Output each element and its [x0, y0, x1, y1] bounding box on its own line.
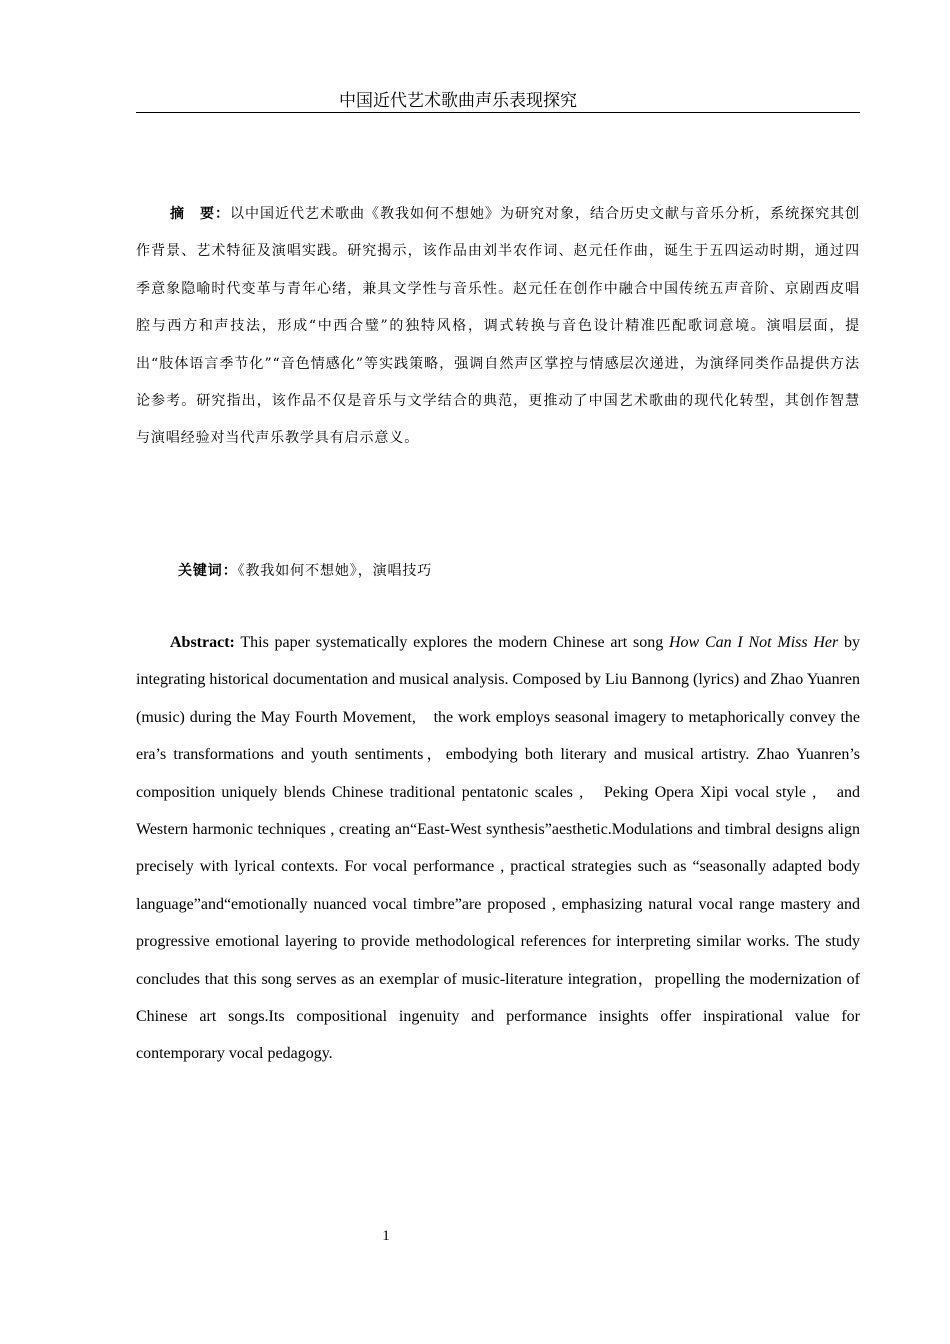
keywords [178, 556, 858, 586]
song-title-italic: How Can I Not Miss Her [668, 634, 839, 651]
chinese-abstract-label: 摘 要： [170, 206, 231, 222]
keywords-label: 关键词： [178, 563, 238, 579]
running-header [136, 90, 860, 113]
keywords-text: 《教我如何不想她》，演唱技巧 [237, 563, 433, 579]
english-abstract [136, 624, 860, 1073]
english-abstract-text-start: This paper systematically explores the modern Chinese art song [234, 634, 669, 651]
english-abstract-text-rest: by integrating historical documentation and musical analysis. Composed by Liu Bannong (lyrics) and Zhao Yuanren (music) during the May Fourth Movement, the work employs seasonal imagery to metaphorically convey the era’s transformations and youth sentiments，embodying both literary and musical artistry. Zhao Yuanren’s composition uniquely blends Chinese traditional pentatonic scales , Peking Opera Xipi vocal style , and Western harmonic techniques , creating an“East-West synthesis”aesthetic.Modulations and timbral designs align precisely with lyrical contexts. For vocal performance , practical strategies such as “seasonally adapted body language”and“emotionally nuanced vocal timbre”are proposed , emphasizing natural vocal range mastery and progressive emotional layering to provide methodological references for interpreting similar works. The study concludes that this song serves as an exemplar of music-literature integration，propelling the modernization of Chinese art songs.Its compositional ingenuity and performance insights offer inspirational value for contemporary vocal pedagogy. [136, 634, 861, 1063]
english-abstract-label: Abstract: [170, 634, 235, 651]
chinese-abstract [136, 196, 860, 458]
page-number: 1 [382, 1228, 390, 1244]
running-header-title: 中国近代艺术歌曲声乐表现探究 [339, 91, 577, 110]
chinese-abstract-text: 以中国近代艺术歌曲《教我如何不想她》为研究对象，结合历史文献与音乐分析，系统探究其创作背景、艺术特征及演唱实践。研究揭示，该作品由刘半农作词、赵元任作曲，诞生于五四运动时期，通过四季意象隐喻时代变革与青年心绪，兼具文学性与音乐性。赵元任在创作中融合中国传统五声音阶、京剧西皮唱腔与西方和声技法，形成“中西合璧”的独特风格，调式转换与音色设计精准匹配歌词意境。演唱层面，提出“肢体语言季节化”“音色情感化”等实践策略，强调自然声区掌控与情感层次递进，为演绎同类作品提供方法论参考。研究指出，该作品不仅是音乐与文学结合的典范，更推动了中国艺术歌曲的现代化转型，其创作智慧与演唱经验对当代声乐教学具有启示意义。 [136, 206, 860, 447]
